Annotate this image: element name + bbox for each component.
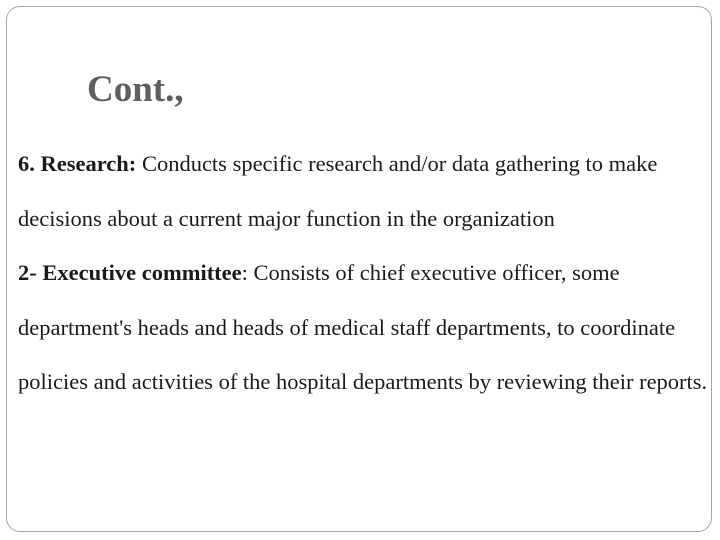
executive-committee-text: : Consists of chief executive officer, some department's heads and heads of medical staff departments, to coordinate policies and activities of the hospital departments by reviewing their reports. — [18, 260, 708, 394]
executive-committee-term: 2- Executive committee — [18, 260, 242, 285]
slide-title: Cont., — [87, 69, 184, 110]
paragraph-executive-committee — [18, 246, 708, 410]
research-text: Conducts specific research and/or data gathering to make decisions about a current major function in the organization — [18, 151, 658, 231]
paragraph-research — [18, 137, 708, 246]
slide-body — [18, 137, 708, 410]
research-term: 6. Research: — [18, 151, 137, 176]
